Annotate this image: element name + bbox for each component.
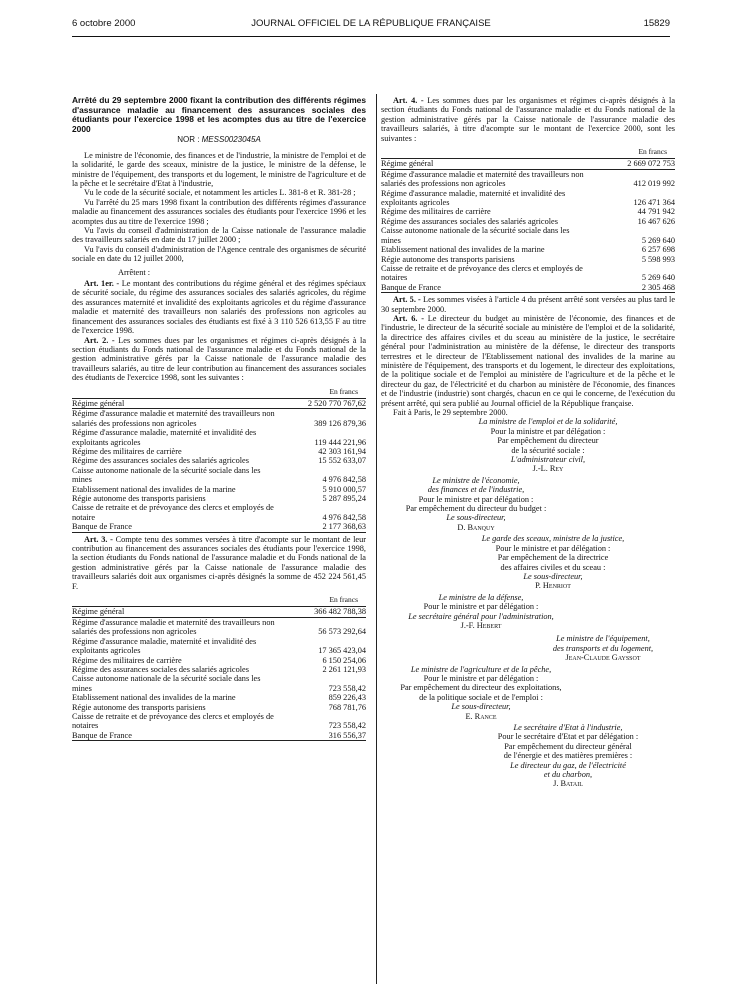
amount-row-value: 6 150 254,06: [322, 655, 366, 665]
header-rule: [72, 36, 670, 37]
amount-row-label: Etablissement national des invalides de la marine: [381, 245, 545, 255]
column-divider: [376, 94, 377, 984]
amount-row: [381, 245, 675, 254]
amount-row-label: Régime général: [72, 607, 284, 617]
amount-row-label: Etablissement national des invalides de la marine: [72, 484, 236, 494]
sig-line: Par empêchement du directeur: [497, 436, 599, 446]
nor-label: NOR :: [177, 135, 202, 145]
sig-line: de la sécurité sociale :: [511, 445, 585, 455]
signature-industrie: [461, 723, 675, 789]
amount-row: [72, 456, 366, 465]
amount-row-label: Caisse autonome nationale de la sécurité sociale dans les mines: [72, 674, 261, 693]
signatory-name: P. Henriot: [535, 581, 571, 591]
amount-row-label: Régie autonome des transports parisiens: [72, 494, 206, 503]
preamble-vu-avis-cnamts: Vu l'avis du conseil d'administration de la Caisse nationale de l'assurance maladie des travailleurs salariés en date du 17 juillet 2000 ;: [72, 226, 366, 245]
amount-row: [381, 207, 675, 216]
amount-row-value: 5 910 000,57: [322, 484, 366, 494]
amount-row: [381, 283, 675, 293]
amount-row: [72, 674, 366, 693]
amount-row: [72, 522, 366, 532]
amount-row: [381, 264, 675, 283]
amount-row-value: 2 669 072 753: [593, 159, 675, 169]
amount-row-value: 5 269 640: [641, 273, 675, 283]
amount-row-value: 56 573 292,64: [318, 627, 366, 637]
sig-line: Pour la ministre et par délégation :: [490, 426, 606, 436]
article-1: [72, 279, 366, 335]
amount-row-label: Régime des assurances sociales des salariés agricoles: [72, 456, 249, 466]
article-5: [381, 295, 675, 314]
signatory-name: J. Batail: [553, 779, 583, 789]
right-column: [381, 96, 675, 789]
amount-row-value: 412 019 992: [633, 179, 675, 189]
article-3: [72, 535, 366, 591]
amount-row-value: 42 303 161,94: [318, 446, 366, 456]
preamble-vu-code: Vu le code de la sécurité sociale, et notamment les articles L. 381-8 et R. 381-28 ;: [84, 188, 356, 198]
sig-line: Par empêchement du directeur général: [504, 741, 632, 751]
signature-equipement: [531, 634, 675, 662]
sig-line: Le secrétaire d'Etat à l'industrie,: [513, 723, 623, 732]
signatory-name: J.-F. Hebert: [460, 620, 502, 630]
article-4-text: Les sommes dues par les organismes et régimes ci-après désignés à la section étudiants du Fonds national de l'assurance maladie et du Fonds national de la gestion administrative gérés par la Caisse nationale de l'assurance maladie des travailleurs salariés, à titre d'acompte sur le montant de l'exercice 2000, sont les suivantes :: [381, 96, 676, 143]
article-3-text: Compte tenu des sommes versées à titre d'acompte sur le montant de leur contribution au financement des assurances sociales des étudiants pour l'exercice 1998, la section étudiants du Fonds national de l'assurance maladie et du Fonds national de la gestion administrative gérés par la Caisse nationale de l'assurance maladie des travailleurs salariés doit aux organismes ci-après désignés la somme de 452 224 561,45 F.: [72, 534, 366, 591]
sig-line: Le ministre de l'équipement,: [556, 634, 650, 644]
unit-label: En francs: [329, 386, 358, 396]
amount-row-label: Etablissement national des invalides de la marine: [72, 693, 236, 703]
amount-row: [72, 607, 366, 617]
article-3-label: Art. 3. -: [84, 534, 113, 544]
amount-row-value: 723 558,42: [328, 721, 366, 731]
article-2-text: Les sommes dues par les organismes et régimes ci-après désignés à la section étudiants du Fonds national de l'assurance maladie et du Fonds national de la gestion administrative gérés par la Caisse nationale de l'assurance maladie des travailleurs salariés, au titre de leur contribution au financement des assurances sociales des étudiants de l'exercice 1998, sont les suivantes :: [72, 335, 367, 383]
sig-line: des transports et du logement,: [552, 643, 654, 653]
left-column: [72, 96, 366, 743]
amount-row-value: 2 305 468: [593, 283, 675, 293]
amount-row-label: Banque de France: [381, 283, 593, 293]
signature-economie: [381, 476, 571, 532]
amount-row-label: Caisse de retraite et de prévoyance des clercs et employés de notaires: [72, 711, 274, 731]
amount-row-label: Régime général: [72, 398, 284, 408]
amount-row-value: 16 467 626: [637, 216, 675, 226]
sig-line: Par empêchement du directeur des exploitations,: [400, 683, 562, 693]
sig-line: Le garde des sceaux, ministre de la justice,: [481, 534, 625, 544]
header-journal-title: JOURNAL OFFICIEL DE LA RÉPUBLIQUE FRANÇAISE: [251, 18, 491, 29]
sig-line: La ministre de l'emploi et de la solidarité,: [478, 417, 618, 427]
preamble-vu-avis-acoss: Vu l'avis du conseil d'administration de l'Agence centrale des organismes de sécurité sociale en date du 12 juillet 2000,: [72, 244, 366, 264]
amount-row: [381, 226, 675, 245]
article-4-label: Art. 4. -: [393, 96, 424, 105]
sig-line: Le sous-directeur,: [523, 571, 583, 581]
amount-row-value: 768 781,76: [328, 702, 366, 712]
signatory-name: J.-L. Rey: [532, 464, 564, 474]
nor-reference: [72, 135, 366, 144]
article-2: [72, 336, 366, 383]
unit-label: En francs: [638, 147, 667, 157]
arretent: Arrêtent :: [118, 267, 151, 277]
amount-row-value: 316 556,37: [284, 731, 366, 741]
article-5-label: Art. 5. -: [393, 295, 421, 305]
amount-row-label: Régime général: [381, 159, 593, 169]
amount-row: [72, 503, 366, 522]
signatory-name: Jean-Claude Gayssot: [565, 653, 641, 663]
amount-row: [72, 712, 366, 731]
sig-line: de l'énergie et des matières premières :: [503, 751, 633, 761]
amount-row: [381, 189, 675, 208]
sig-line: Par empêchement du directeur du budget :: [405, 504, 547, 514]
article-5-text: Les sommes visées à l'article 4 du présent arrêté sont versées au plus tard le 30 septembre 2000.: [381, 295, 676, 314]
article-1-text: Le montant des contributions du régime général et des régimes spéciaux de sécurité sociale, du régime des assurances sociales des salariés agricoles, du régime des assurances maternité et invalidité des exploitants agricoles et du régime d'assurance maladie et maternité des travailleurs non salariés des professions non agricoles au financement des assurances sociales des étudiants est fixé à 3 110 526 613,55 F au titre de l'exercice 1998.: [72, 279, 366, 336]
amount-row-label: Régime d'assurance maladie et maternité des travailleurs non salariés des professions non agricoles: [72, 409, 275, 428]
amount-row: [72, 731, 366, 741]
amount-row-value: 5 269 640: [641, 235, 675, 245]
amount-row-label: Banque de France: [72, 522, 284, 532]
page-header: [72, 18, 670, 32]
amount-row-label: Régime des militaires de carrière: [72, 446, 182, 456]
sig-line: Par empêchement de la directrice: [497, 553, 609, 563]
amount-row-label: Régie autonome des transports parisiens: [72, 702, 206, 712]
amount-row-label: Caisse de retraite et de prévoyance des clercs et employés de notaire: [72, 503, 274, 522]
amount-row-value: 4 976 842,58: [322, 512, 366, 522]
article-6-text: Le directeur du budget au ministère de l'économie, des finances et de l'industrie, le directeur de la sécurité sociale au ministère de l'emploi et de la solidarité, la directrice des affaires civiles et du sceau au ministère de la justice, le secrétaire général pour l'administration au ministère de la défense, le directeur des transports terrestres et le directeur de l'Etablissement national des invalides de la marine au ministère de l'équipement, des transports et du logement, le directeur des exploitations, de la politique sociale et de l'emploi au ministère de l'agriculture et de la pêche et le directeur du gaz, de l'électricité et du charbon au ministère de l'économie, des finances et de l'industrie (industrie) sont chargés, chacun en ce qui le concerne, de l'exécution du présent arrêté, qui sera publié au Journal officiel de la République française.: [381, 313, 676, 408]
amount-row: [72, 665, 366, 674]
sig-line: et du charbon,: [543, 770, 593, 780]
amount-row-label: Régie autonome des transports parisiens: [381, 254, 515, 264]
sig-line: Le ministre de l'économie,: [432, 475, 520, 485]
nor-code: MESS0023045A: [201, 135, 261, 145]
amount-row-value: 859 226,43: [328, 693, 366, 703]
sig-line: Le ministre de la défense,: [438, 592, 524, 602]
amount-row-label: Régime d'assurance maladie et maternité des travailleurs non salariés des professions non agricoles: [381, 169, 584, 189]
article-2-table: [72, 398, 366, 533]
sig-line: Pour le secrétaire d'Etat et par délégation :: [497, 732, 639, 742]
amount-row-label: Régime des militaires de carrière: [72, 655, 182, 665]
amount-row: [72, 637, 366, 656]
sig-line: des finances et de l'industrie,: [427, 485, 525, 495]
signature-agriculture: [381, 665, 581, 721]
amount-row-label: Régime d'assurance maladie et maternité des travailleurs non salariés des professions non agricoles: [72, 617, 275, 637]
signature-defense: [381, 593, 581, 631]
unit-label: En francs: [329, 595, 358, 605]
sig-line: de la politique sociale et de l'emploi :: [419, 692, 543, 702]
article-1-label: Art. 1er. -: [84, 279, 120, 289]
sig-line: Pour le ministre et par délégation :: [418, 494, 534, 504]
done-at: Fait à Paris, le 29 septembre 2000.: [393, 408, 508, 417]
signature-justice: [431, 534, 675, 590]
article-6-label: Art. 6. -: [393, 313, 424, 323]
sig-line: Le ministre de l'agriculture et de la pêche,: [410, 664, 552, 674]
sig-line: Pour le ministre et par délégation :: [423, 673, 539, 683]
amount-row: [381, 159, 675, 169]
amount-row: [72, 398, 366, 408]
sig-line: Le sous-directeur,: [446, 513, 506, 523]
amount-row: [72, 703, 366, 712]
decree-title: Arrêté du 29 septembre 2000 fixant la contribution des différents régimes d'assurance maladie au financement des assurances sociales des étudiants pour l'exercice 1998 et les acomptes dus au titre de l'exercice 2000: [72, 95, 366, 134]
amount-row-value: 2 177 368,63: [284, 522, 366, 532]
amount-row-label: Régime des assurances sociales des salariés agricoles: [72, 664, 249, 674]
amount-row-label: Régime des assurances sociales des salariés agricoles: [381, 216, 558, 226]
amount-row: [72, 617, 366, 636]
preamble-vu-arrete: Vu l'arrêté du 25 mars 1998 fixant la contribution des différents régimes d'assurance maladie au financement des assurances sociales des étudiants pour l'exercice 1996 et les acomptes dus au titre de l'exercice 1998 ;: [72, 197, 366, 226]
article-6: [381, 314, 675, 408]
amount-row-label: Banque de France: [72, 731, 284, 741]
amount-row-value: 5 598 993: [641, 254, 675, 264]
amount-row: [72, 656, 366, 665]
article-2-label: Art. 2. -: [84, 335, 115, 345]
amount-row-label: Régime des militaires de carrière: [381, 207, 491, 217]
amount-row-label: Caisse de retraite et de prévoyance des clercs et employés de notaires: [381, 263, 583, 283]
amount-row-value: 2 520 770 767,62: [284, 398, 366, 408]
signature-emploi-solidarite: [421, 417, 675, 473]
amount-row-value: 126 471 364: [633, 198, 675, 208]
amount-row-value: 2 261 121,93: [322, 664, 366, 674]
amount-row: [72, 494, 366, 503]
amount-row-value: 366 482 788,38: [284, 607, 366, 617]
amount-row: [72, 466, 366, 485]
sig-line: Le secrétaire général pour l'administration,: [408, 611, 554, 621]
sig-line: Pour le ministre et par délégation :: [423, 602, 539, 612]
preamble-ministers: Le ministre de l'économie, des finances et de l'industrie, la ministre de l'emploi et de la solidarité, le garde des sceaux, ministre de la justice, le ministre de la défense, le ministre de l'équipement, des transports et du logement, le ministre de l'agriculture et de la pêche et le secrétaire d'Etat à l'industrie,: [72, 150, 366, 188]
amount-row: [381, 217, 675, 226]
sig-line: Le sous-directeur,: [451, 702, 511, 712]
header-date: 6 octobre 2000: [72, 18, 136, 29]
sig-line: L'administrateur civil,: [510, 455, 586, 465]
amount-row-value: 44 791 942: [637, 207, 675, 217]
amount-row-value: 15 552 633,07: [318, 456, 366, 466]
amount-row: [72, 409, 366, 428]
amount-row: [381, 169, 675, 188]
amount-row-value: 6 257 698: [641, 245, 675, 255]
amount-row-value: 5 287 895,24: [322, 494, 366, 503]
header-page-number: 15829: [643, 18, 670, 29]
article-3-table: [72, 606, 366, 741]
signatory-name: D. Banquy: [457, 522, 495, 532]
article-4: [381, 96, 675, 143]
amount-row: [72, 693, 366, 702]
amount-row: [72, 428, 366, 447]
sig-line: des affaires civiles et du sceau :: [500, 562, 606, 572]
sig-line: Pour le ministre et par délégation :: [495, 543, 611, 553]
article-4-table: [381, 158, 675, 293]
sig-line: Le directeur du gaz, de l'électricité: [510, 760, 626, 770]
amount-row-label: Caisse autonome nationale de la sécurité sociale dans les mines: [72, 465, 261, 485]
amount-row: [72, 447, 366, 456]
amount-row: [381, 255, 675, 264]
signatory-name: E. Rance: [465, 711, 497, 721]
amount-row-label: Régime d'assurance maladie, maternité et invalidité des exploitants agricoles: [381, 188, 566, 208]
amount-row-value: 389 126 879,36: [314, 418, 366, 428]
amount-row: [72, 485, 366, 494]
amount-row-value: 17 365 423,04: [318, 646, 366, 656]
amount-row-value: 119 444 221,96: [314, 437, 366, 447]
amount-row-value: 723 558,42: [328, 683, 366, 693]
amount-row-label: Caisse autonome nationale de la sécurité sociale dans les mines: [381, 226, 570, 245]
amount-row-label: Régime d'assurance maladie, maternité et invalidité des exploitants agricoles: [72, 428, 257, 447]
amount-row-label: Régime d'assurance maladie, maternité et invalidité des exploitants agricoles: [72, 636, 257, 656]
amount-row-value: 4 976 842,58: [322, 475, 366, 485]
